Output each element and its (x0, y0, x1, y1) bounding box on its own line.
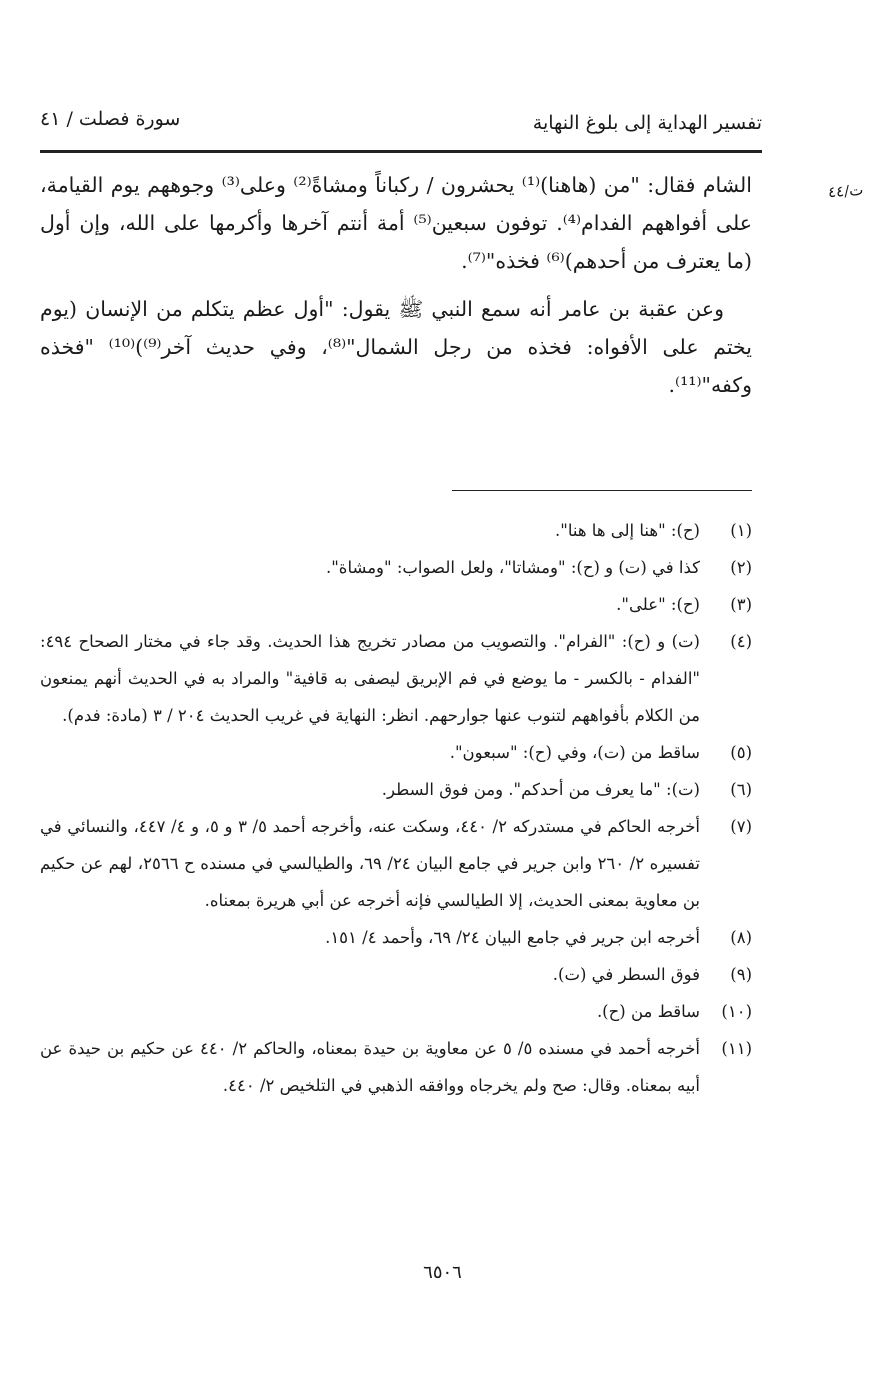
footnote-text: أخرجه الحاكم في مستدركه ٢/ ٤٤٠، وسكت عنه، وأخرجه أحمد ٥/ ٣ و ٥، و ٤/ ٤٤٧، والنسائي في تفسيره ٢/ ٢٦٠ وابن جرير في جامع البيان ٢٤/ ٦٩، والطيالسي في مسنده ح ٢٥٦٦، لهم عن حكيم بن معاوية بمعنى الحديث، إلا الطيالسي فإنه أخرجه عن أبي هريرة بمعناه. (40, 817, 700, 910)
footnote (40, 586, 752, 623)
footnote-text: (ح): "هنا إلى ها هنا". (555, 521, 700, 540)
footnote-text: (ح): "على". (616, 595, 700, 614)
footnote-number: (٤) (730, 632, 752, 651)
book-title: تفسير الهداية إلى بلوغ النهاية (532, 112, 762, 134)
header-rule (40, 150, 762, 153)
footnote-text: كذا في (ت) و (ح): "ومشاتا"، ولعل الصواب: "ومشاة". (325, 558, 700, 577)
surah-reference: سورة فصلت / ٤١ (40, 108, 181, 130)
footnote (40, 512, 752, 549)
footnote (40, 1030, 752, 1104)
page-number: ٦٥٠٦ (423, 1262, 462, 1283)
footnote (40, 549, 752, 586)
footnote (40, 919, 752, 956)
footnote (40, 734, 752, 771)
footnote-text: فوق السطر في (ت). (552, 965, 700, 984)
footnote-number: (٣) (730, 595, 752, 614)
footnote-text: ساقط من (ت)، وفي (ح): "سبعون". (449, 743, 700, 762)
footnotes (40, 512, 752, 1104)
running-header (40, 108, 762, 148)
footnote-separator (452, 490, 752, 491)
footnote-text: أخرجه ابن جرير في جامع البيان ٢٤/ ٦٩، وأحمد ٤/ ١٥١. (325, 928, 700, 947)
body-paragraph: الشام فقال: "من (هاهنا)⁽¹⁾ يحشرون / ركباناً ومشاةً⁽²⁾ وعلى⁽³⁾ وجوههم يوم القيامة، على أفواههم الفدام⁽⁴⁾. توفون سبعين⁽⁵⁾ أمة أنتم آخرها وأكرمها على الله، وإن أول (ما يعترف من أحدهم)⁽⁶⁾ فخذه"⁽⁷⁾. (40, 173, 753, 273)
footnote (40, 771, 752, 808)
footnote-number: (٦) (730, 780, 752, 799)
footnote-number: (٩) (730, 965, 752, 984)
footnote-text: (ت): "ما يعرف من أحدكم". ومن فوق السطر. (381, 780, 700, 799)
footnote (40, 623, 752, 734)
footnote (40, 808, 752, 919)
footnote (40, 956, 752, 993)
footnote-text: ساقط من (ح). (596, 1002, 700, 1021)
footnote-number: (٢) (730, 558, 752, 577)
footnote-number: (٨) (730, 928, 752, 947)
footnote-number: (٥) (730, 743, 752, 762)
footnote (40, 993, 752, 1030)
footnote-text: أخرجه أحمد في مسنده ٥/ ٥ عن معاوية بن حيدة بمعناه، والحاكم ٢/ ٤٤٠ عن حكيم بن حيدة عن أبيه بمعناه. وقال: صح ولم يخرجاه ووافقه الذهبي في التلخيص ٢/ ٤٤٠. (40, 1039, 700, 1095)
footnote-text: (ت) و (ح): "الفرام". والتصويب من مصادر تخريج هذا الحديث. وقد جاء في مختار الصحاح ٤٩٤: "الفدام - بالكسر - ما يوضع في فم الإبريق ليصفى به قافية" والمراد به في الحديث أنهم يمنعون من الكلام بأفواههم لتنوب عنها جوارحهم. انظر: النهاية في غريب الحديث ٢٠٤ / ٣ (مادة: فدم). (40, 632, 700, 725)
footnote-number: (٧) (730, 817, 752, 836)
footnote-number: (١) (730, 521, 752, 540)
main-text (40, 166, 752, 414)
footnote-number: (١١) (721, 1039, 752, 1058)
manuscript-folio-marker: ت/٤٤ (827, 180, 864, 202)
body-paragraph: وعن عقبة بن عامر أنه سمع النبي ﷺ يقول: "أول عظم يتكلم من الإنسان (يوم يختم على الأفواه: فخذه من رجل الشمال"⁽⁸⁾، وفي حديث آخر⁽⁹⁾)⁽¹⁰⁾ "فخذه وكفه"⁽¹¹⁾. (40, 297, 752, 397)
footnote-number: (١٠) (721, 1002, 752, 1021)
